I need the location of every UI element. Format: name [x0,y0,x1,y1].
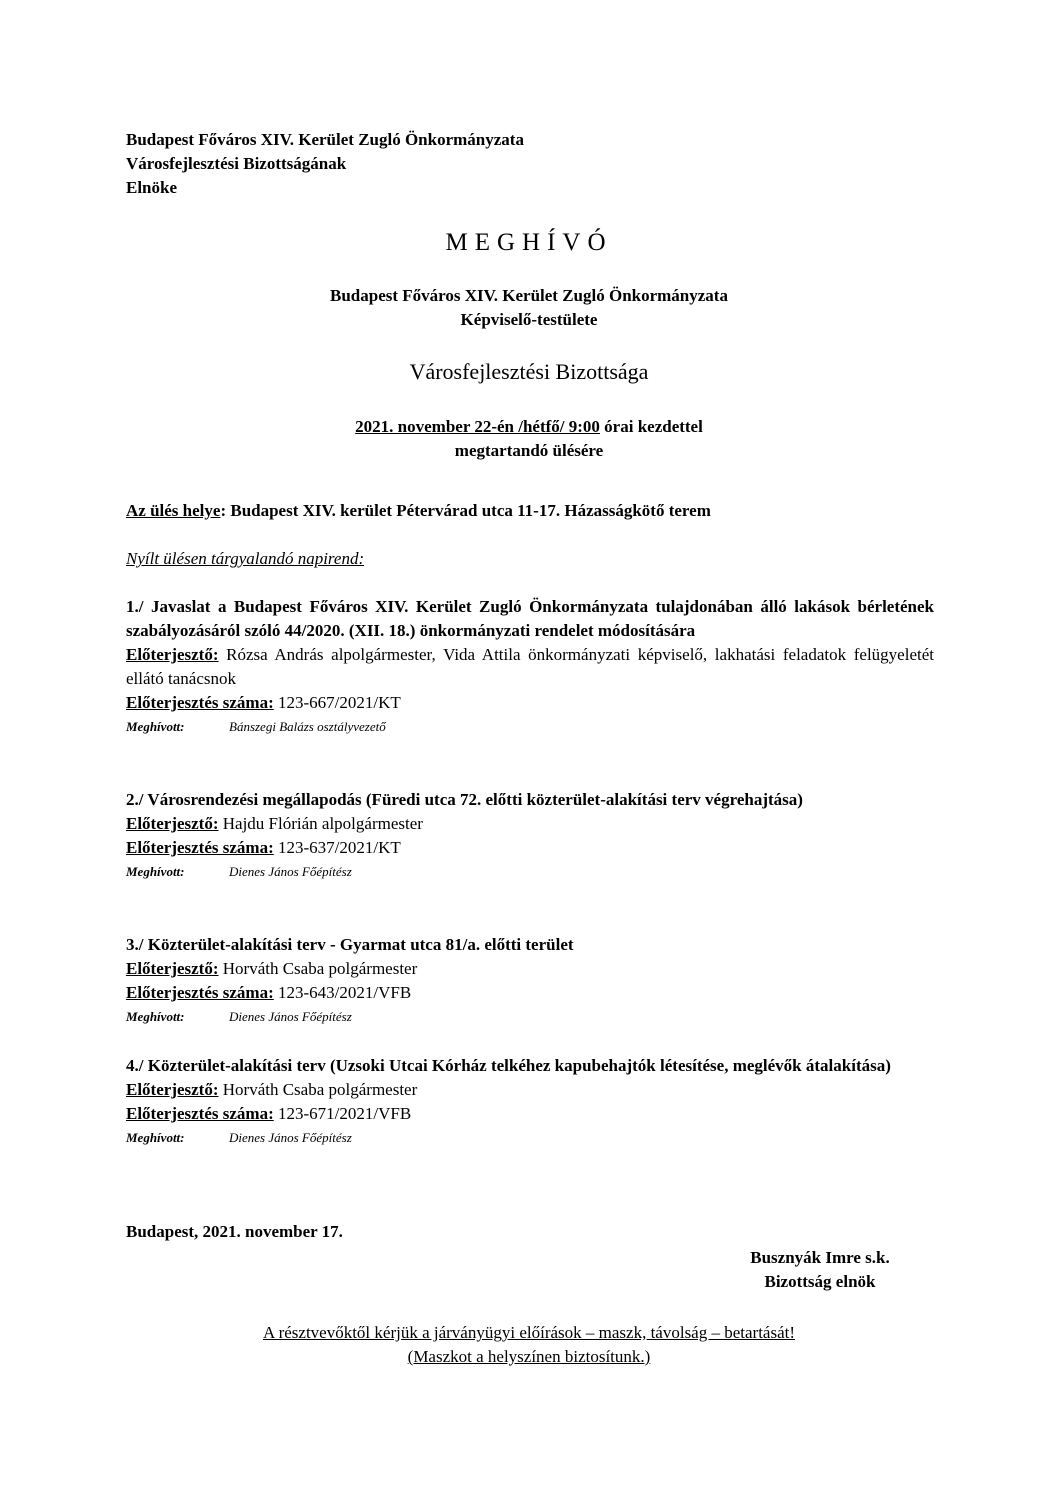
presenter-value: Hajdu Flórián alpolgármester [218,814,423,833]
agenda-item-invited [126,715,934,739]
invited-value: Bánszegi Balázs osztályvezető [229,719,386,734]
signature-block [700,1246,940,1294]
sender-line-2: Városfejlesztési Bizottságának [126,154,347,173]
sender-block [126,128,726,200]
number-label: Előterjesztés száma: [126,838,274,857]
agenda-item-number [126,981,934,1005]
agenda-item-title: 1./ Javaslat a Budapest Főváros XIV. Kerület Zugló Önkormányzata tulajdonában álló lakások bérletének szabályozásáról szóló 44/2020. (XII. 18.) önkormányzati rendelet módosítására [126,597,934,640]
invited-label: Meghívott: [126,1130,185,1145]
number-label: Előterjesztés száma: [126,1104,274,1123]
organization-block [0,284,1058,332]
sender-line-3: Elnöke [126,178,178,197]
invited-label: Meghívott: [126,719,185,734]
number-value: 123-643/2021/VFB [273,983,412,1002]
meeting-time-suffix: órai kezdettel [599,417,703,436]
number-label: Előterjesztés száma: [126,693,274,712]
agenda-item-number [126,836,934,860]
invited-value: Dienes János Főépítész [229,864,352,879]
signer-name: Busznyák Imre s.k. [750,1248,890,1267]
presenter-label: Előterjesztő: [126,814,219,833]
presenter-value: Horváth Csaba polgármester [218,959,418,978]
agenda-item-title: 3./ Közterület-alakítási terv - Gyarmat utca 81/a. előtti terület [126,935,574,954]
presenter-label: Előterjesztő: [126,1080,219,1099]
venue-value: : Budapest XIV. kerület Pétervárad utca 11-17. Házasságkötő terem [220,501,711,520]
agenda-item-invited [126,1126,934,1150]
agenda-item [126,933,934,1029]
number-value: 123-667/2021/KT [273,693,401,712]
agenda-item [126,1054,934,1150]
note-line-2: (Maszkot a helyszínen biztosítunk.) [407,1347,651,1366]
invited-value: Dienes János Főépítész [229,1009,352,1024]
note-line-1: A résztvevőktől kérjük a járványügyi előírások – maszk, távolság – betartását! [262,1323,796,1342]
meeting-line-2: megtartandó ülésére [454,441,604,460]
number-value: 123-671/2021/VFB [273,1104,412,1123]
number-label: Előterjesztés száma: [126,983,274,1002]
presenter-label: Előterjesztő: [126,959,219,978]
signer-role: Bizottság elnök [764,1272,876,1291]
agenda-item-number [126,1102,934,1126]
agenda-item-title: 2./ Városrendezési megállapodás (Füredi utca 72. előtti közterület-alakítási terv végrehajtása) [126,790,803,809]
participant-note [0,1321,1058,1369]
agenda-item-title: 4./ Közterület-alakítási terv (Uzsoki Utcai Kórház telkéhez kapubehajtók létesítése, meglévők átalakítása) [126,1056,891,1075]
organization-line-2: Képviselő-testülete [460,310,598,329]
invited-label: Meghívott: [126,864,185,879]
presenter-label: Előterjesztő: [126,645,219,664]
agenda-item [126,595,934,739]
venue-label: Az ülés helye [126,501,221,520]
agenda-item-presenter [126,1078,934,1102]
agenda-item-presenter [126,643,934,691]
organization-line-1: Budapest Főváros XIV. Kerület Zugló Önkormányzata [330,286,728,305]
agenda-item-number [126,691,934,715]
meeting-date: 2021. november 22-én /hétfő/ 9:00 [355,417,600,436]
place-and-date: Budapest, 2021. november 17. [126,1222,343,1241]
agenda-item [126,788,934,884]
document-title: MEGHÍVÓ [445,229,613,256]
number-value: 123-637/2021/KT [273,838,401,857]
venue-line [126,499,946,523]
meeting-date-block [0,415,1058,463]
presenter-value: Rózsa András alpolgármester, Vida Attila önkormányzati képviselő, lakhatási feladatok felügyeletét ellátó tanácsnok [126,645,934,688]
committee-name: Városfejlesztési Bizottsága [409,359,649,384]
agenda-item-presenter [126,812,934,836]
invited-value: Dienes János Főépítész [229,1130,352,1145]
invited-label: Meghívott: [126,1009,185,1024]
agenda-item-invited [126,1005,934,1029]
agenda-item-presenter [126,957,934,981]
presenter-value: Horváth Csaba polgármester [218,1080,418,1099]
agenda-item-invited [126,860,934,884]
sender-line-1: Budapest Főváros XIV. Kerület Zugló Önkormányzata [126,130,524,149]
agenda-heading: Nyílt ülésen tárgyalandó napirend: [126,549,365,568]
